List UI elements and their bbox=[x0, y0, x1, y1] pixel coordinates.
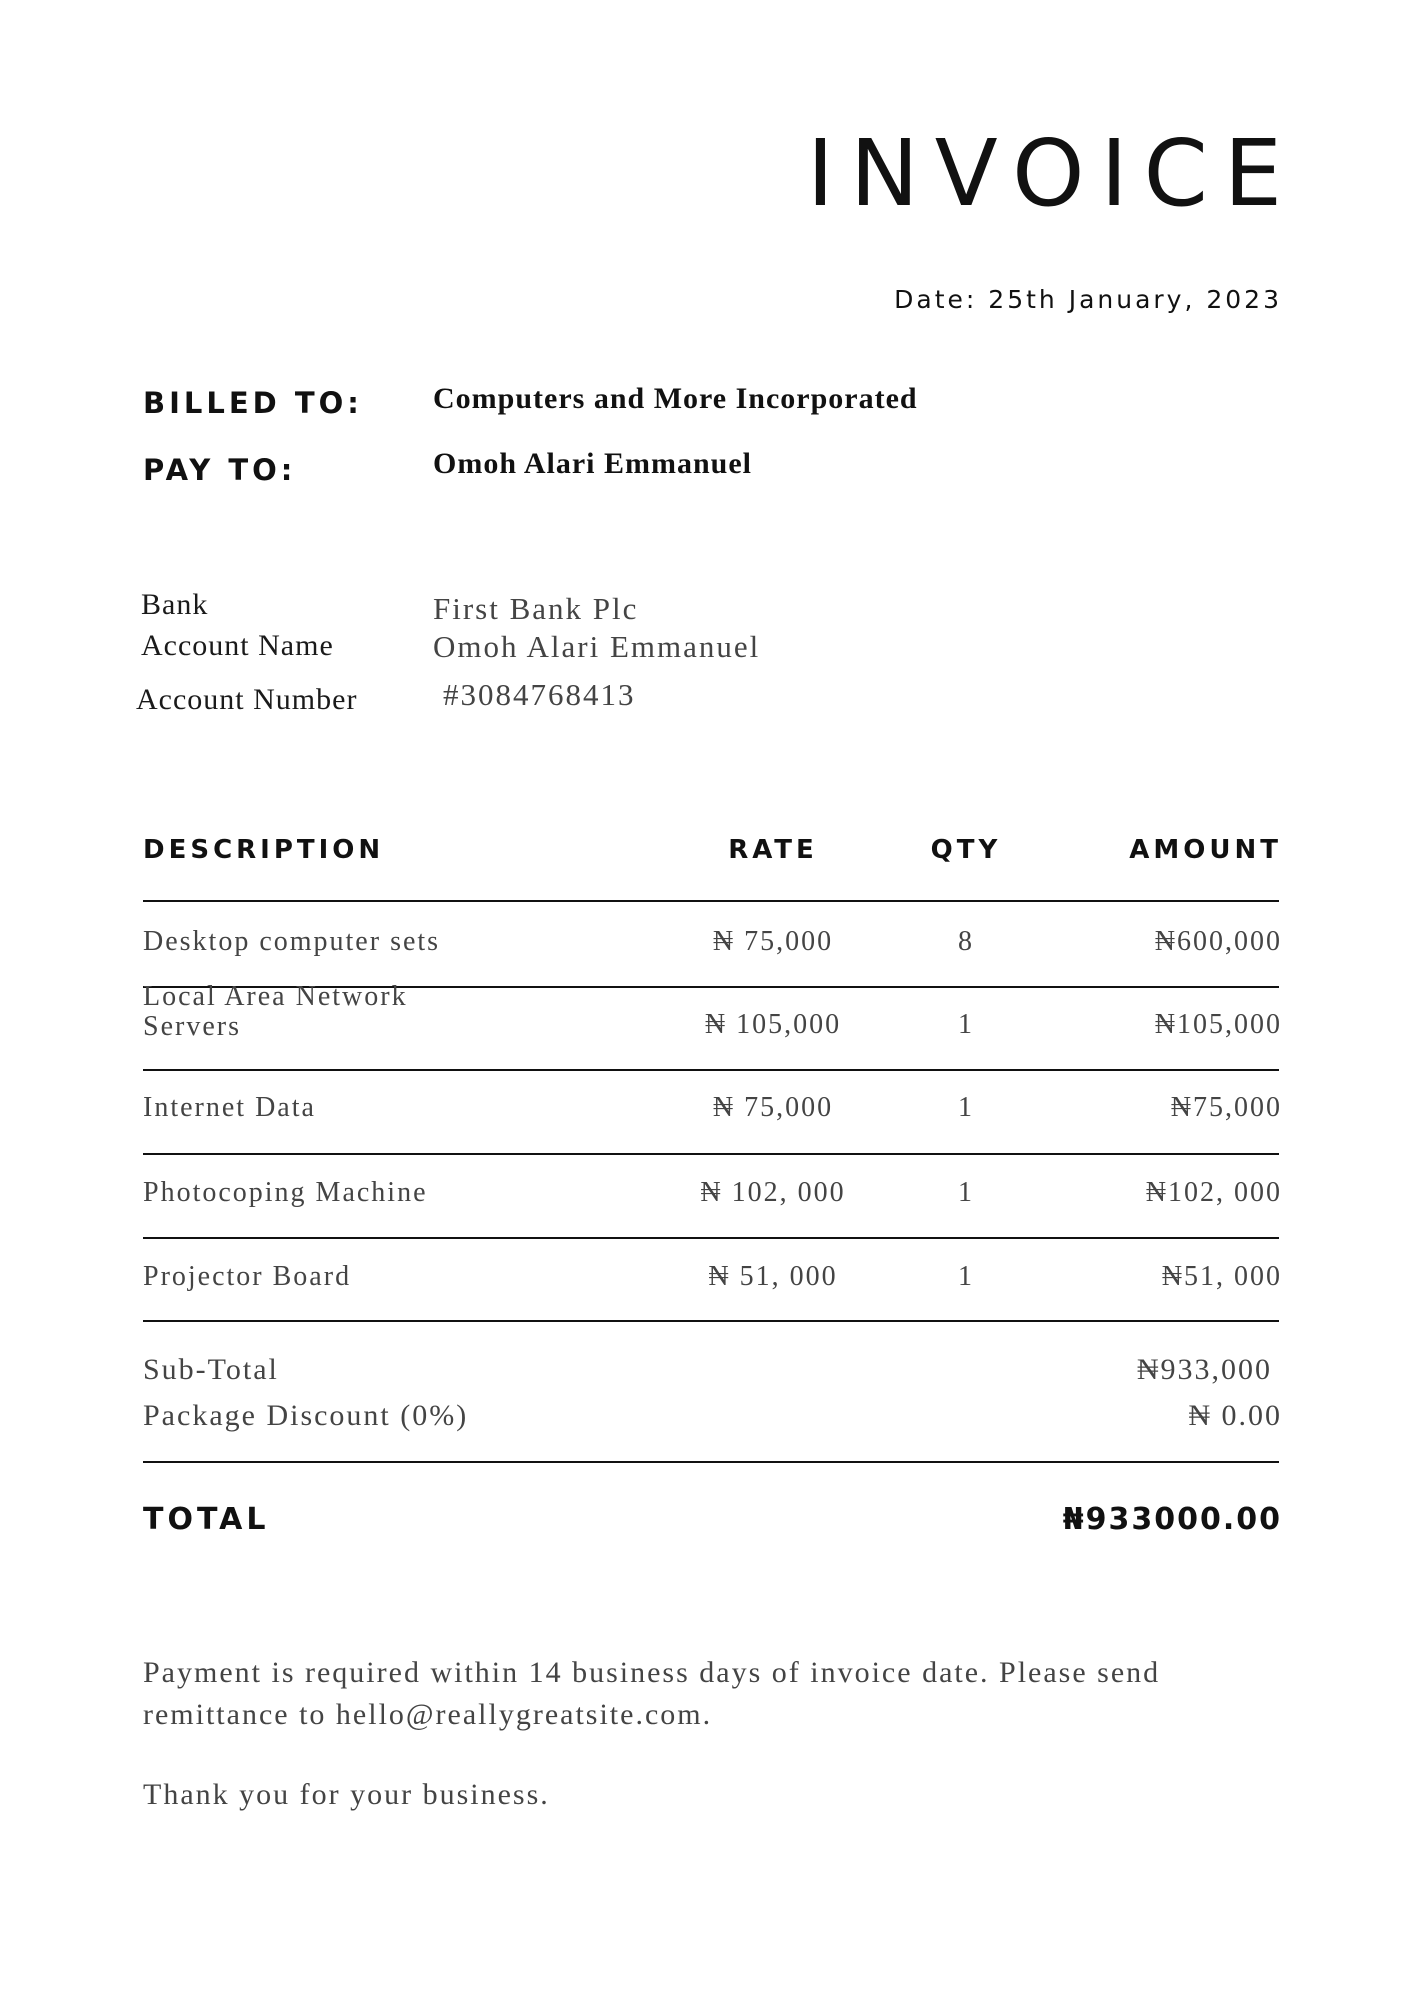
table-row-description: Servers bbox=[143, 1011, 241, 1042]
table-row-qty: 1 bbox=[958, 1177, 974, 1208]
table-row-description: Photocoping Machine bbox=[143, 1177, 428, 1208]
table-divider bbox=[143, 1320, 1279, 1322]
table-row-amount: ₦102, 000 bbox=[1145, 1177, 1282, 1208]
total-label: TOTAL bbox=[143, 1502, 270, 1537]
table-row-amount: ₦105,000 bbox=[1154, 1009, 1282, 1040]
account-number-value: #3084768413 bbox=[443, 677, 636, 712]
table-row-amount: ₦75,000 bbox=[1170, 1092, 1282, 1123]
subtotal-value: ₦933,000 bbox=[1136, 1353, 1272, 1386]
billed-to-value: Computers and More Incorporated bbox=[433, 382, 918, 415]
table-row-amount: ₦51, 000 bbox=[1161, 1261, 1282, 1292]
table-row-qty: 1 bbox=[958, 1261, 974, 1292]
table-row-qty: 8 bbox=[958, 926, 974, 957]
table-row-rate: ₦ 75,000 bbox=[712, 1092, 834, 1123]
table-row-rate: ₦ 105,000 bbox=[704, 1009, 842, 1040]
pay-to-value: Omoh Alari Emmanuel bbox=[433, 447, 753, 480]
table-row-rate: ₦ 75,000 bbox=[712, 926, 834, 957]
table-row-qty: 1 bbox=[958, 1009, 974, 1040]
account-number-label: Account Number bbox=[136, 683, 358, 716]
column-header-amount: AMOUNT bbox=[1129, 835, 1282, 865]
payment-note: Payment is required within 14 business days of invoice date. Please send remittance to hello@reallygreatsite.com. bbox=[143, 1656, 1161, 1731]
bank-label: Bank bbox=[141, 588, 209, 621]
table-row-description: Projector Board bbox=[143, 1261, 352, 1292]
table-divider bbox=[143, 900, 1279, 902]
table-row-qty: 1 bbox=[958, 1092, 974, 1123]
bank-value: First Bank Plc bbox=[433, 591, 639, 626]
subtotal-label: Sub-Total bbox=[143, 1353, 279, 1386]
billed-to-label: BILLED TO: bbox=[143, 386, 363, 420]
column-header-description: DESCRIPTION bbox=[143, 835, 385, 865]
thank-you-note: Thank you for your business. bbox=[143, 1778, 550, 1811]
total-value: ₦933000.00 bbox=[1062, 1502, 1282, 1537]
column-header-qty: QTY bbox=[930, 835, 1002, 865]
account-name-label: Account Name bbox=[141, 629, 334, 662]
discount-value: ₦ 0.00 bbox=[1188, 1399, 1282, 1432]
table-row-description: Internet Data bbox=[143, 1092, 316, 1123]
table-divider bbox=[143, 1461, 1279, 1463]
account-name-value: Omoh Alari Emmanuel bbox=[433, 629, 761, 664]
pay-to-label: PAY TO: bbox=[143, 453, 297, 487]
table-divider bbox=[143, 1237, 1279, 1239]
invoice-title: INVOICE bbox=[806, 120, 1298, 227]
table-divider bbox=[143, 1153, 1279, 1155]
table-divider bbox=[143, 1069, 1279, 1071]
discount-label: Package Discount (0%) bbox=[143, 1399, 469, 1432]
table-row-rate: ₦ 102, 000 bbox=[700, 1177, 846, 1208]
table-row-rate: ₦ 51, 000 bbox=[708, 1261, 838, 1292]
table-row-description: Local Area Network bbox=[143, 981, 408, 1012]
invoice-date: Date: 25th January, 2023 bbox=[894, 285, 1282, 314]
column-header-rate: RATE bbox=[728, 835, 818, 865]
table-row-amount: ₦600,000 bbox=[1154, 926, 1282, 957]
table-row-description: Desktop computer sets bbox=[143, 926, 441, 957]
